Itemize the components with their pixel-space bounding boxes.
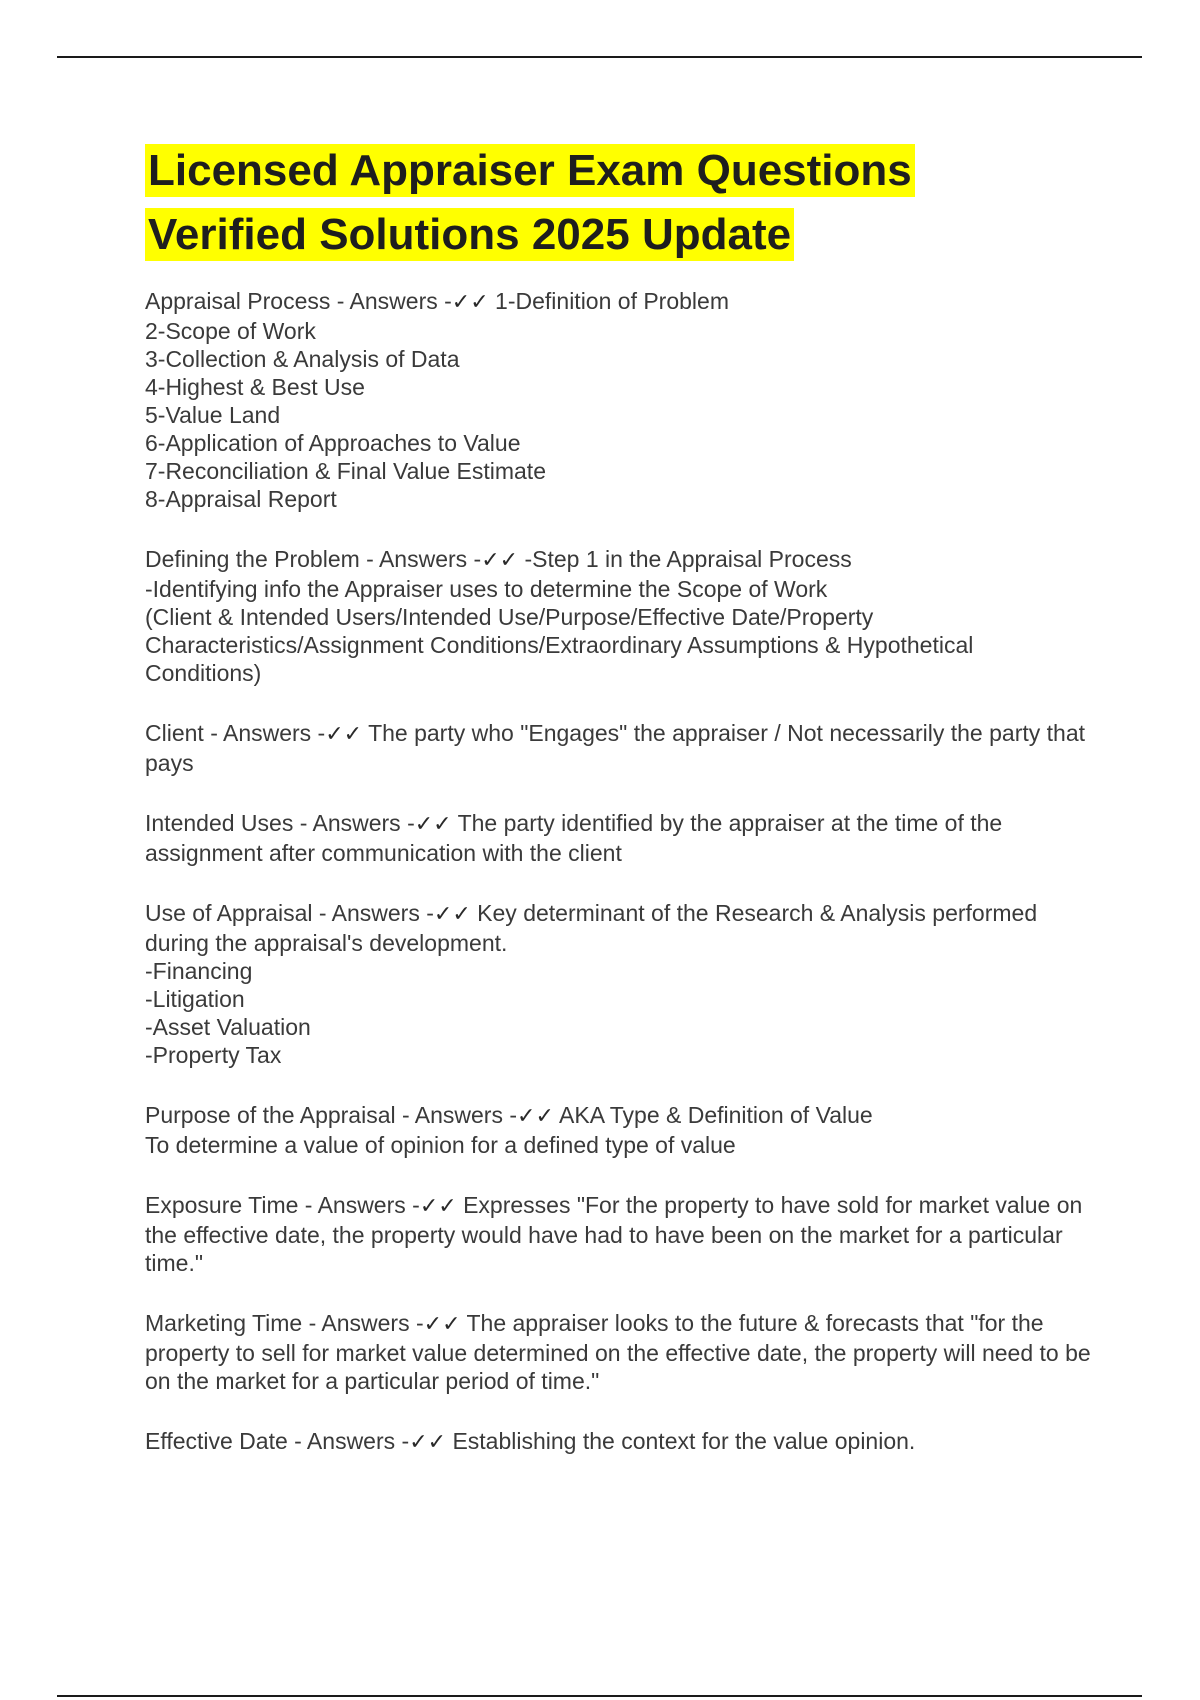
check-mark-icon: ✓✓ xyxy=(414,812,452,837)
entry-marketing-time xyxy=(145,1309,1095,1395)
entry-answer: Key determinant of the Research & Analysis performed during the appraisal's development. xyxy=(145,900,1038,956)
entry-first-line xyxy=(145,719,1095,777)
entry-term: Appraisal Process - Answers - xyxy=(145,288,452,314)
entry-answer: The appraiser looks to the future & forecasts that "for the property to sell for market value determined on the effective date, the property will need to be on the market for a particular period of time." xyxy=(145,1310,1091,1394)
entry-term: Exposure Time - Answers - xyxy=(145,1192,420,1218)
entry-intended-uses xyxy=(145,809,1095,867)
title-line-1: Licensed Appraiser Exam Questions xyxy=(145,144,915,197)
entry-use-of-appraisal xyxy=(145,899,1095,1069)
entry-term: Use of Appraisal - Answers - xyxy=(145,900,434,926)
entry-line: 3-Collection & Analysis of Data xyxy=(145,346,460,372)
entry-exposure-time xyxy=(145,1191,1095,1277)
entry-first-line xyxy=(145,1309,1095,1395)
entry-term: Defining the Problem - Answers - xyxy=(145,546,482,572)
entry-answer: The party identified by the appraiser at the time of the assignment after communication with the client xyxy=(145,810,1003,866)
entry-term: Marketing Time - Answers - xyxy=(145,1310,424,1336)
check-mark-icon: ✓✓ xyxy=(325,722,363,747)
check-mark-icon: ✓✓ xyxy=(517,1104,554,1129)
entry-line: To determine a value of opinion for a defined type of value xyxy=(145,1132,736,1158)
check-mark-icon: ✓✓ xyxy=(451,290,489,315)
entry-line: (Client & Intended Users/Intended Use/Purpose/Effective Date/Property Characteristics/Assignment Conditions/Extraordinary Assumptions & Hypothetical Conditions) xyxy=(145,604,974,686)
entry-line: -Asset Valuation xyxy=(145,1014,311,1040)
entry-line: -Identifying info the Appraiser uses to determine the Scope of Work xyxy=(145,576,828,602)
entry-line: -Financing xyxy=(145,958,253,984)
footer-rule xyxy=(57,1695,1142,1697)
entry-effective-date xyxy=(145,1427,1095,1457)
entry-answer: Establishing the context for the value opinion. xyxy=(446,1428,916,1454)
entry-line: 7-Reconciliation & Final Value Estimate xyxy=(145,458,546,484)
entry-line: -Property Tax xyxy=(145,1042,282,1068)
entry-answer: -Step 1 in the Appraisal Process xyxy=(518,546,852,572)
entry-first-line xyxy=(145,899,1095,957)
entry-appraisal-process xyxy=(145,287,1095,513)
entry-line: 6-Application of Approaches to Value xyxy=(145,430,521,456)
qa-entries xyxy=(145,287,1095,1489)
entry-line: 8-Appraisal Report xyxy=(145,486,337,512)
entry-answer: 1-Definition of Problem xyxy=(488,288,729,314)
entry-first-line xyxy=(145,1191,1095,1277)
entry-line: -Litigation xyxy=(145,986,245,1012)
entry-first-line xyxy=(145,1101,1095,1131)
entry-answer: The party who "Engages" the appraiser / Not necessarily the party that pays xyxy=(145,720,1085,776)
entry-first-line xyxy=(145,287,1095,317)
entry-purpose-of-the-appraisal xyxy=(145,1101,1095,1159)
entry-line: 4-Highest & Best Use xyxy=(145,374,365,400)
entry-first-line xyxy=(145,1427,1095,1457)
check-mark-icon: ✓✓ xyxy=(419,1194,457,1219)
entry-term: Purpose of the Appraisal - Answers - xyxy=(145,1102,518,1128)
entry-line: 2-Scope of Work xyxy=(145,318,316,344)
title-line-2: Verified Solutions 2025 Update xyxy=(145,208,794,261)
entry-client xyxy=(145,719,1095,777)
check-mark-icon: ✓✓ xyxy=(481,548,519,573)
check-mark-icon: ✓✓ xyxy=(433,902,471,927)
check-mark-icon: ✓✓ xyxy=(409,1430,447,1455)
entry-answer: AKA Type & Definition of Value xyxy=(553,1102,873,1128)
document-title xyxy=(145,144,1105,272)
entry-line: 5-Value Land xyxy=(145,402,281,428)
entry-answer: Expresses "For the property to have sold for market value on the effective date, the property would have had to have been on the market for a particular time." xyxy=(145,1192,1083,1276)
entry-defining-the-problem xyxy=(145,545,1095,687)
entry-term: Effective Date - Answers - xyxy=(145,1428,410,1454)
check-mark-icon: ✓✓ xyxy=(423,1312,461,1337)
entry-first-line xyxy=(145,809,1095,867)
entry-term: Intended Uses - Answers - xyxy=(145,810,415,836)
header-rule xyxy=(57,56,1142,58)
entry-first-line xyxy=(145,545,1095,575)
entry-term: Client - Answers - xyxy=(145,720,326,746)
